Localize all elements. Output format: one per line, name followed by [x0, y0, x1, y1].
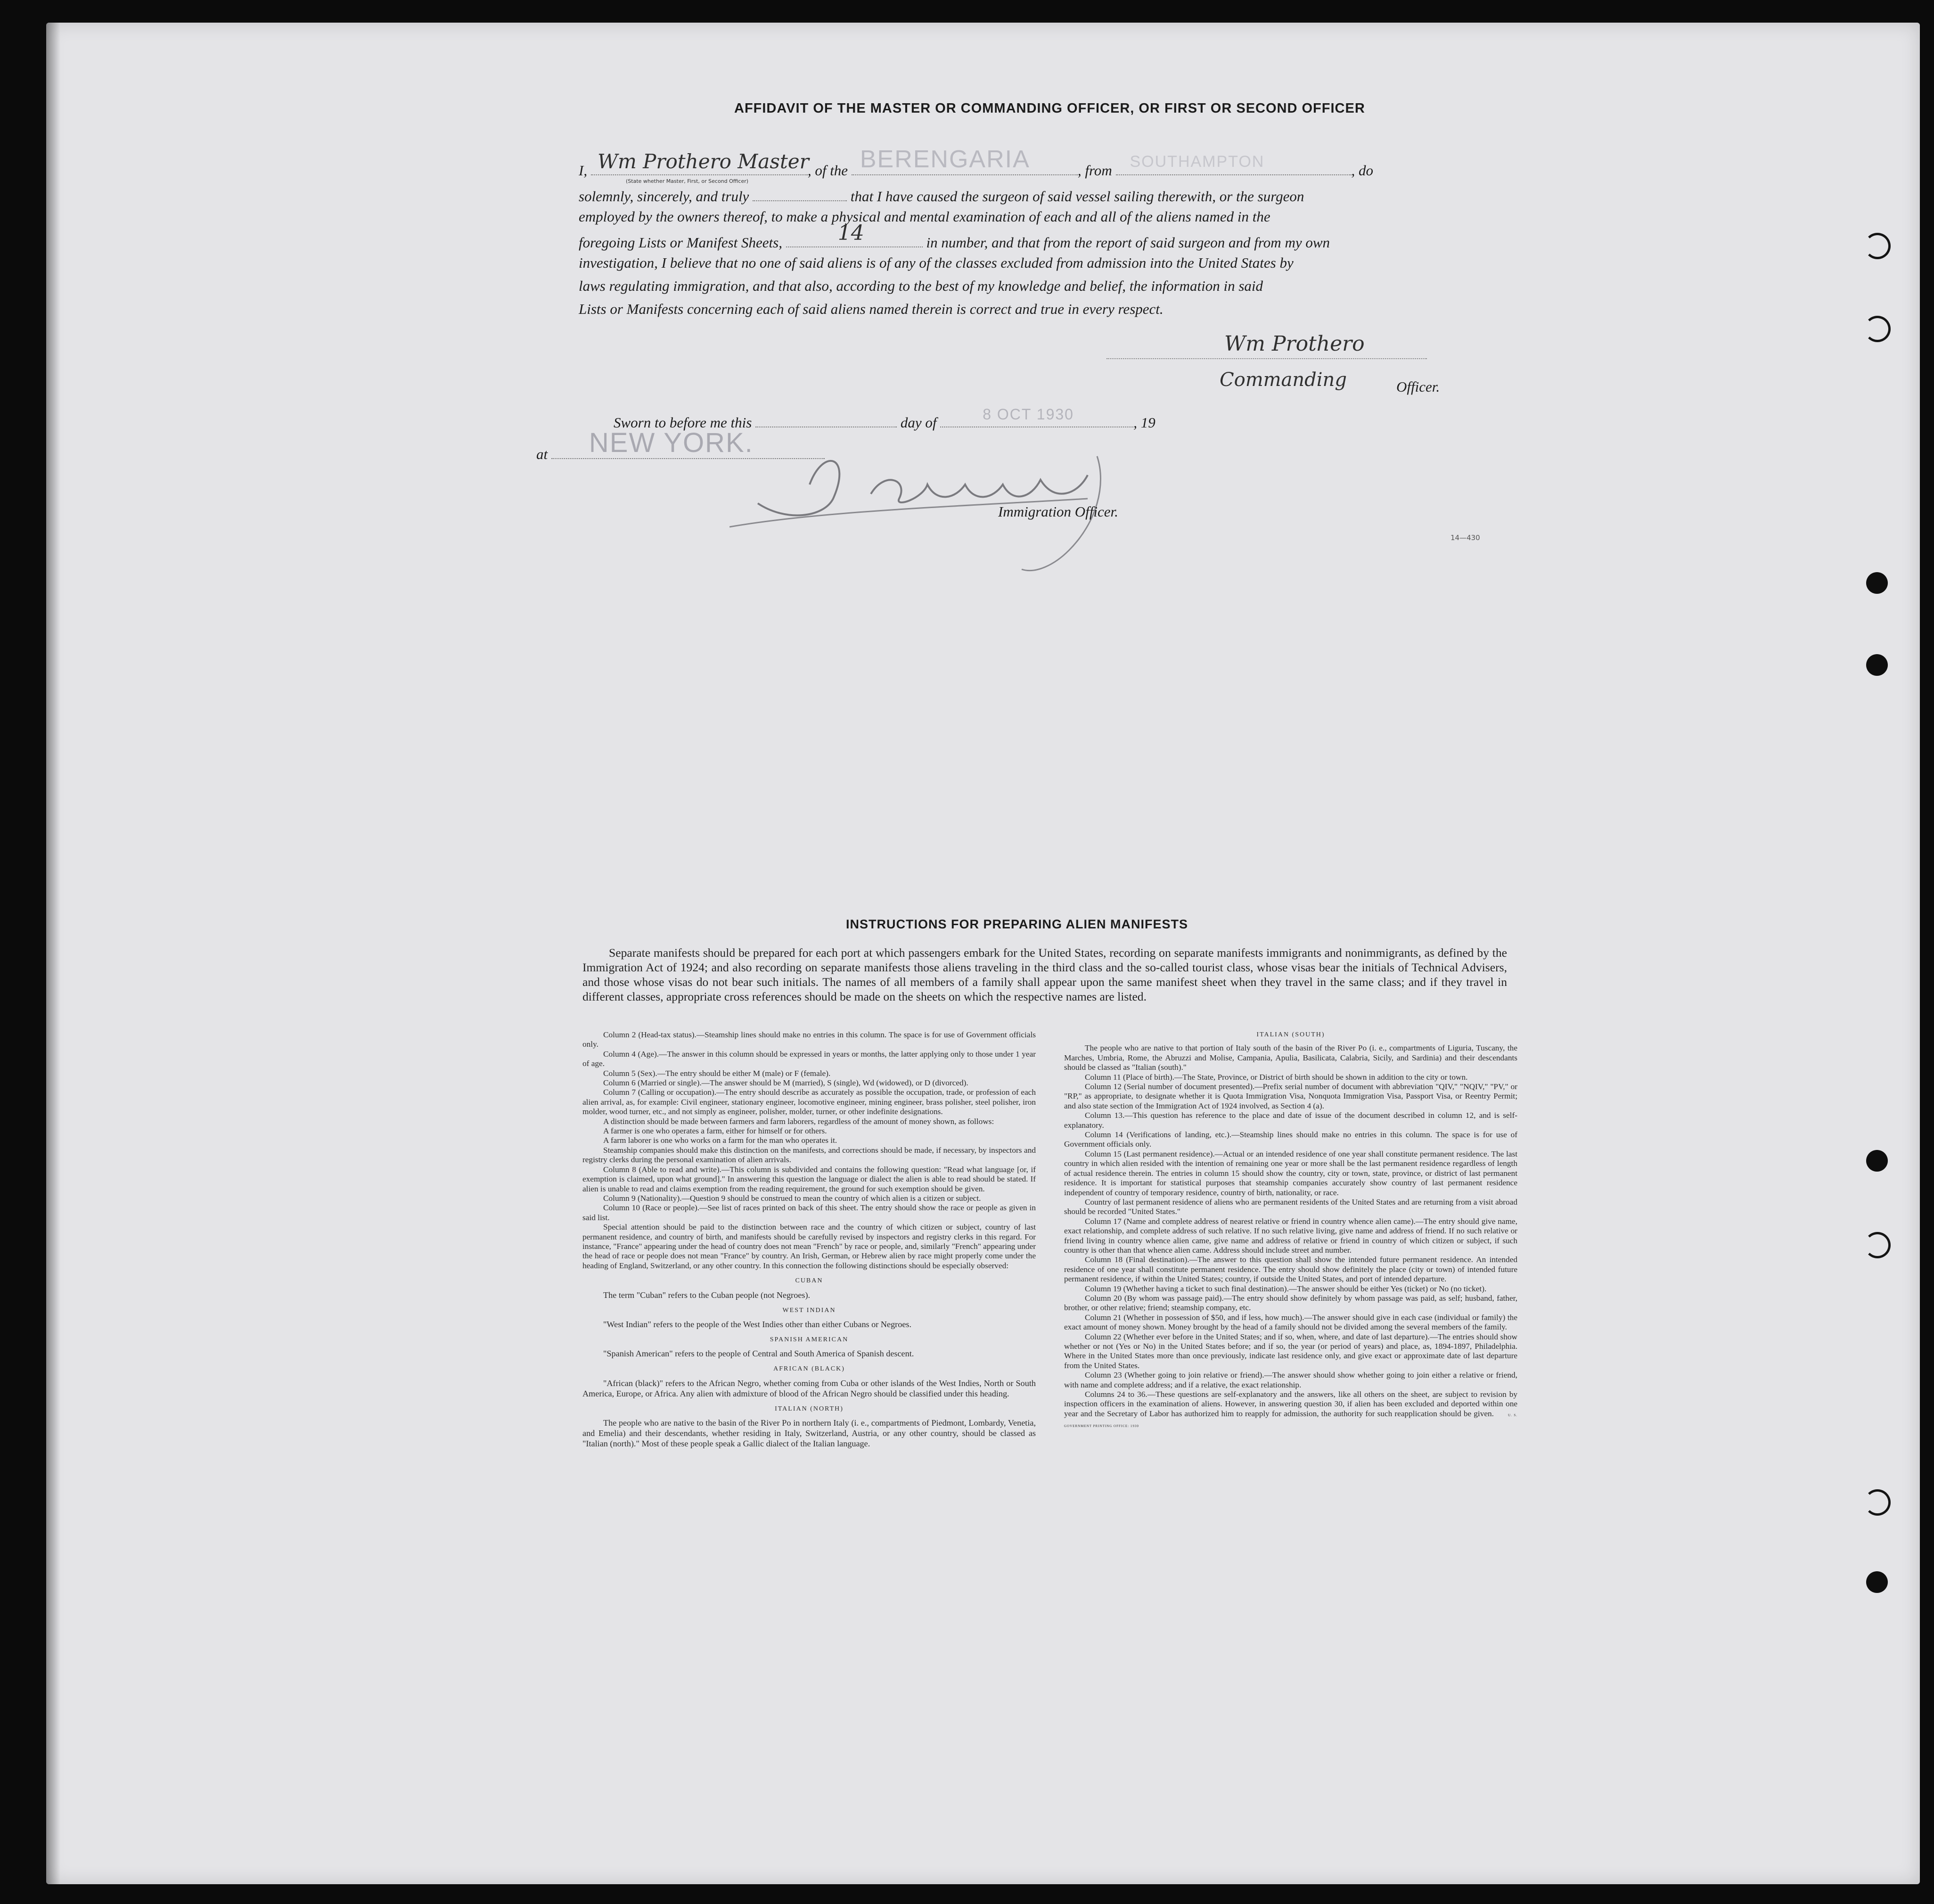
instruction-paragraph: Column 22 (Whether ever before in the United States; and if so, when, where, and date of last departure).—The entries should show whether or not (Yes or No) in the United States before; and if so, the year (or period of years) and place, as, 1894-1897, Philadelphia. Where in the United States more than once previously, indicate last residence only, and give exact or approximate date of last departure from the United States.	[1064, 1332, 1517, 1370]
printing-office-imprint: U. S. GOVERNMENT PRINTING OFFICE: 1930	[1064, 1413, 1517, 1428]
instruction-paragraph: The people who are native to that portion of Italy south of the basin of the River Po (i. e., compartments of Liguria, Tuscany, the Marches, Umbria, Rome, the Abruzzi and Molise, Campania, Apulia, Basilicata, Calabria, Sicily, and Sardinia) and their descendants should be classed as "Italian (south)."	[1064, 1043, 1517, 1072]
form-number: 14—430	[1450, 533, 1480, 542]
sworn-year: , 19	[1133, 414, 1155, 431]
cuban-definition: The term "Cuban" refers to the Cuban people (not Negroes).	[603, 1290, 811, 1300]
binder-hole	[1866, 572, 1888, 594]
instruction-paragraph	[1064, 1390, 1517, 1431]
affidavit-line-2	[579, 185, 1507, 205]
date-stamp: 8 OCT 1930	[983, 406, 1074, 423]
immigration-officer-signature-scribble	[729, 428, 1248, 588]
section-heading-african: AFRICAN (BLACK)	[773, 1365, 845, 1373]
binder-hole	[1864, 316, 1891, 342]
instruction-paragraph: Column 13.—This question has reference to the place and date of issue of the document described in column 12, and is self-explanatory.	[1064, 1111, 1517, 1130]
instruction-paragraph: Steamship companies should make this distinction on the manifests, and corrections should be made, if necessary, by inspectors and registry clerks during the personal examination of alien arrivals.	[582, 1145, 1036, 1165]
commanding-handwriting: Commanding	[1220, 369, 1347, 391]
instruction-paragraph: Column 12 (Serial number of document presented).—Prefix serial number of document with abbreviation "QIV," "NQIV," "PV," or "RP," as appropriate, to designate whether it is Quota Immigration Visa, Nonquota Immigration Visa, Passport Visa, or Reentry Permit; and also state section of the Immigration Act of 1924 involved, as Section 4 (a).	[1064, 1082, 1517, 1110]
port-stamp: SOUTHAMPTON	[1130, 153, 1265, 171]
binder-hole	[1866, 1150, 1888, 1172]
instruction-paragraph: A farm laborer is one who works on a farm for the man who operates it.	[603, 1136, 837, 1145]
affidavit-line-3: employed by the owners thereof, to make a physical and mental examination of each and all of the aliens named in the	[579, 208, 1270, 225]
swear-field	[753, 185, 847, 201]
sworn-text: Sworn to before me this	[614, 414, 752, 431]
section-heading-cuban: CUBAN	[795, 1277, 823, 1285]
sworn-month-field	[940, 406, 1133, 427]
instruction-paragraph: Column 17 (Name and complete address of nearest relative or friend in country whence alien came).—The entry should give name, exact relationship, and complete address of such relative. If no such relative living, give name and address of friend. If no such relative or friend living in country whence alien came, give name and address of relative or friend in country of which citizen or subject, if such country is other than that whence alien came. Address should include street and number.	[1064, 1216, 1517, 1255]
instruction-paragraph: Column 14 (Verifications of landing, etc.).—Steamship lines should make no entries in this column. The space is for use of Government officials only.	[1064, 1130, 1517, 1149]
instructions-title: INSTRUCTIONS FOR PREPARING ALIEN MANIFESTS	[845, 917, 1188, 931]
instruction-paragraph: Column 4 (Age).—The answer in this column should be expressed in years or months, the latter applying only to those under 1 year of age.	[582, 1049, 1036, 1068]
at-label: at	[536, 446, 548, 462]
section-heading-italian-south: ITALIAN (SOUTH)	[1256, 1031, 1325, 1038]
affidavit-in-number: in number, and that from the report of said surgeon and from my own	[926, 234, 1330, 251]
section-heading-west-indian: WEST INDIAN	[782, 1306, 836, 1314]
instruction-paragraph: Column 2 (Head-tax status).—Steamship lines should make no entries in this column. The space is for use of Government officials only.	[582, 1030, 1036, 1049]
manifest-page	[46, 23, 1920, 1884]
instruction-paragraph: Column 9 (Nationality).—Question 9 should be construed to mean the country of which alien is a citizen or subject.	[603, 1193, 981, 1203]
immigration-officer-label: Immigration Officer.	[998, 503, 1118, 520]
instruction-paragraph: Column 18 (Final destination).—The answer to this question shall show the intended future permanent residence. An intended residence of one year shall constitute permanent residence. The entry should show definitely the place (city or town) of intended future permanent residence, if within the United States; country, if outside the United States, and port of intended departure.	[1064, 1255, 1517, 1284]
affidavit-title: AFFIDAVIT OF THE MASTER OR COMMANDING OFFICER, OR FIRST OR SECOND OFFICER	[734, 101, 1365, 116]
instruction-paragraph: Column 21 (Whether in possession of $50, and if less, how much).—The answer should give in each case (individual or family) the exact amount of money shown. Money brought by the head of a family should not be divided among the several members of the family.	[1064, 1313, 1517, 1332]
officer-name-field	[591, 150, 809, 175]
instruction-paragraph: Column 23 (Whether going to join relative or friend).—The answer should show whether going to join either a relative or friend, with name and complete address; and if a relative, the exact relationship.	[1064, 1371, 1517, 1389]
instruction-paragraph: Column 6 (Married or single).—The answer should be M (married), S (single), Wd (widowed), or D (divorced).	[603, 1078, 968, 1088]
section-heading-spanish-american: SPANISH AMERICAN	[770, 1336, 849, 1343]
italian-north-definition: The people who are native to the basin of the River Po in northern Italy (i. e., compartments of Piedmont, Lombardy, Venetia, and Emelia) and their descendants, whether residing in Italy, Switzerland, Austria, or any other country, should be classed as "Italian (north)." Most of these people speak a Gallic dialect of the Italian language.	[582, 1418, 1036, 1449]
binder-hole	[1864, 233, 1891, 259]
affidavit-i: I,	[579, 162, 588, 179]
affidavit-line-5: investigation, I believe that no one of said aliens is of any of the classes excluded from admission into the United States by	[579, 254, 1294, 271]
instruction-paragraph: Column 19 (Whether having a ticket to such final destination).—The answer should be either Yes (ticket) or No (no ticket).	[1085, 1284, 1487, 1293]
instruction-paragraph-last: Columns 24 to 36.—These questions are self-explanatory and the answers, like all others on the sheet, are subject to revision by inspection officers in the examination of aliens. However, in answering question 30, if alien has been excluded and deported within one year and the Secretary of Labor has authorized him to reapply for admission, the authority for such reapplication should be given.	[1064, 1390, 1517, 1418]
affidavit-line-6: laws regulating immigration, and that also, according to the best of my knowledge and belief, the information in said	[579, 278, 1263, 294]
instruction-paragraph: Column 5 (Sex).—The entry should be either M (male) or F (female).	[603, 1068, 831, 1078]
page-edge-shadow	[46, 23, 60, 1884]
instruction-paragraph: Column 7 (Calling or occupation).—The entry should describe as accurately as possible the occupation, trade, or profession of each alien arrival, as, for example: Civil engineer, stationary engineer, locomotive engineer, mining engineer, brass polisher, steel polisher, iron molder, wood turner, etc., and not simply as engineer, polisher, molder, turner, or other indefinite designations.	[582, 1088, 1036, 1116]
instruction-paragraph: A distinction should be made between farmers and farm laborers, regardless of the amount of money shown, as follows:	[603, 1116, 994, 1126]
sworn-day-field	[755, 411, 897, 427]
binder-hole	[1864, 1489, 1891, 1516]
officer-label: Officer.	[1396, 378, 1440, 395]
african-definition: "African (black)" refers to the African Negro, whether coming from Cuba or other islands of the West Indies, North or South America, Europe, or Africa. Any alien with admixture of blood of the African Negro should be classified under this heading.	[582, 1378, 1036, 1398]
binder-hole	[1864, 1232, 1891, 1258]
ship-name-field	[852, 146, 1078, 175]
binder-hole	[1866, 654, 1888, 676]
spanish-american-definition: "Spanish American" refers to the people of Central and South America of Spanish descent.	[603, 1349, 914, 1359]
sheet-count-handwriting: 14	[837, 221, 864, 245]
affidavit-from: , from	[1077, 162, 1112, 179]
west-indian-definition: "West Indian" refers to the people of the West Indies other than either Cubans or Negroes.	[603, 1319, 912, 1329]
instruction-paragraph: A farmer is one who operates a farm, either for himself or for others.	[603, 1126, 827, 1136]
affidavit-foregoing: foregoing Lists or Manifest Sheets,	[579, 234, 782, 251]
affidavit-line-1	[579, 146, 1507, 179]
instructions-left-column	[582, 1030, 1036, 1449]
instruction-paragraph: Column 20 (By whom was passage paid).—The entry should show definitely by whom passage was paid, as self; husband, father, brother, or other relative; friend; steamship company, etc.	[1064, 1293, 1517, 1313]
instruction-paragraph: Column 10 (Race or people).—See list of races printed on back of this sheet. The entry should show the race or people as given in said list.	[582, 1203, 1036, 1222]
instruction-paragraph: Column 11 (Place of birth).—The State, Province, or District of birth should be shown in addition to the city or town.	[1085, 1072, 1468, 1082]
instructions-intro: Separate manifests should be prepared for each port at which passengers embark for the United States, recording on separate manifests immigrants and nonimmigrants, as defined by the Immigration Act of 1924; and also recording on separate manifests those aliens traveling in the third class and the so-called tourist class, whose visas bear the initials of Technical Advisers, and those whose visas do not bear such initials. The names of all members of a family shall appear upon the same manifest sheet when they travel in the same class; and if they travel in different classes, appropriate cross references should be made on the sheets on which the respective names are listed.	[582, 946, 1507, 1003]
sheet-count-field	[786, 221, 923, 247]
place-stamp: NEW YORK.	[589, 427, 754, 458]
instructions-right-column	[1064, 1030, 1517, 1431]
officer-name-handwriting: Wm Prothero Master	[597, 150, 809, 173]
section-heading-italian-north: ITALIAN (NORTH)	[775, 1405, 844, 1412]
affidavit-line-4	[579, 221, 1507, 251]
instruction-paragraph: Column 15 (Last permanent residence).—Actual or an intended residence of one year shall constitute permanent residence. The last country in which alien resided with the intention of remaining one year or more shall be the last permanent residence regardless of length of actual residence therein. The entries in column 15 should show the country, city or town, state, province, or district of last permanent residence. It is important for statistical purposes that steamship companies accurately show country of last permanent residence independent of country of temporary residence, country of birth, nationality, or race.	[1064, 1149, 1517, 1197]
instruction-paragraph: Special attention should be paid to the distinction between race and the country of which citizen or subject, country of last permanent residence, and country of birth, and manifests should be carefully revised by inspectors and registry clerks in this regard. For instance, "France" appearing under the head of country does not mean "French" by race or people, and, similarly "French" appearing under the head of race or people does not mean "France" by country. An Irish, German, or Hebrew alien by race might properly come under the heading of England, Switzerland, or any other country. In this connection the following distinctions should be especially observed:	[582, 1223, 1036, 1270]
instruction-paragraph: Country of last permanent residence of aliens who are permanent residents of the United States and are returning from a visit abroad should be recorded "United States."	[1064, 1197, 1517, 1216]
instruction-paragraph: Column 8 (Able to read and write).—This column is subdivided and contains the following question: "Read what language [or, if exemption is claimed, upon what ground]." In answering this question the language or dialect the alien is able to read should be stated. If alien is unable to read and claims exemption from the reading requirement, the ground for such exemption should be given.	[582, 1165, 1036, 1193]
officer-signature: Wm Prothero	[1224, 332, 1365, 356]
port-field	[1116, 153, 1352, 175]
affidavit-do: , do	[1351, 162, 1373, 179]
affidavit-caused: that I have caused the surgeon of said vessel sailing therewith, or the surgeon	[850, 188, 1304, 205]
affidavit-solemnly: solemnly, sincerely, and truly	[579, 188, 749, 205]
affidavit-line-7: Lists or Manifests concerning each of said aliens named therein is correct and true in every respect.	[579, 301, 1164, 317]
signature-line	[1106, 358, 1427, 359]
sworn-day-of: day of	[900, 414, 937, 431]
affidavit-of-the: , of the	[807, 162, 848, 179]
ship-name-stamp: BERENGARIA	[860, 146, 1030, 173]
officer-rank-hint: (State whether Master, First, or Second Officer)	[626, 178, 749, 184]
binder-hole	[1866, 1571, 1888, 1593]
